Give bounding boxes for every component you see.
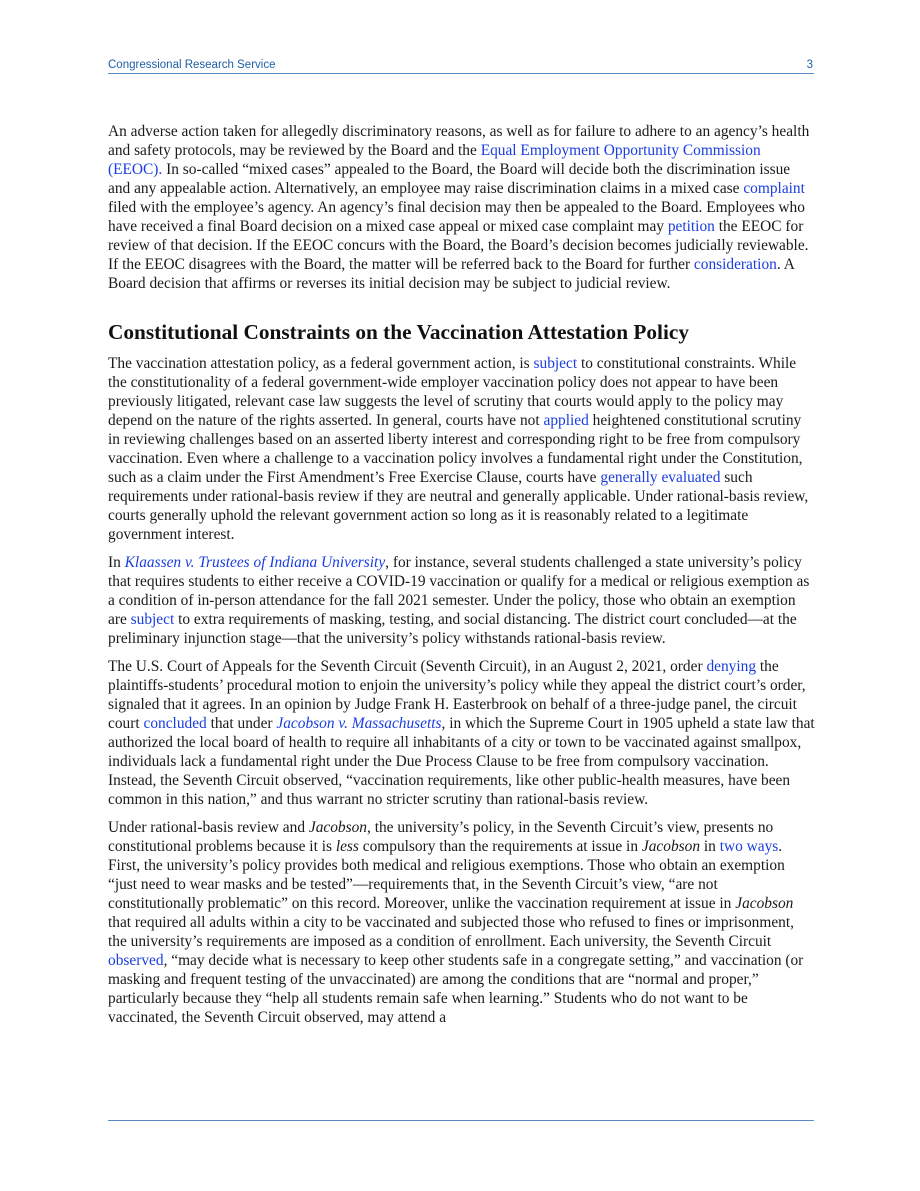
text-run: In so-called “mixed cases” appealed to the Board, the Board will decide both the discrimination issue and any appealable action. Alternatively, an employee may raise discrimination claims in a mixed case bbox=[108, 161, 791, 197]
text-run: Under rational-basis review and bbox=[108, 819, 309, 836]
link-subject-2[interactable]: subject bbox=[130, 611, 175, 628]
paragraph-rational-basis bbox=[108, 818, 816, 1027]
link-consideration[interactable]: consideration bbox=[693, 256, 777, 273]
link-complaint[interactable]: complaint bbox=[743, 180, 805, 197]
text-run: . A Board decision that affirms or reverses its initial decision may be subject to judicial review. bbox=[108, 256, 794, 292]
text-run: filed with the employee’s agency. An agency’s final decision may then be appealed to the Board. Employees who have received a final Board decision on a mixed case appeal or mixed case complaint may bbox=[108, 199, 805, 235]
italic-run: Jacobson bbox=[641, 838, 701, 855]
text-run: , “may decide what is necessary to keep other students safe in a congregate setting,” and vaccination (or masking and frequent testing of the unvaccinated) are among the conditions that are “normal and proper,” particularly because they “help all students remain safe when learning.” Students who do not want to be vaccinated, the Seventh Circuit observed, may attend a bbox=[108, 952, 804, 1026]
link-subject[interactable]: subject bbox=[533, 355, 578, 372]
text-run: An adverse action taken for allegedly discriminatory reasons, as well as for failure to adhere to an agency’s health and safety protocols, may be reviewed by the Board and the bbox=[108, 123, 810, 159]
link-two-ways[interactable]: two ways bbox=[719, 838, 779, 855]
text-run: The vaccination attestation policy, as a federal government action, is bbox=[108, 355, 534, 372]
link-denying[interactable]: denying bbox=[706, 658, 757, 675]
text-run: , for instance, several students challenged a state university’s policy that requires students to either receive a COVID-19 vaccination or qualify for a medical or religious exemption as a condition of in-person attendance for the fall 2021 semester. Under the policy, those who obtain an exemption are bbox=[108, 554, 810, 628]
text-run: The U.S. Court of Appeals for the Seventh Circuit (Seventh Circuit), in an August 2, 2021, order bbox=[108, 658, 707, 675]
paragraph-adverse-action bbox=[108, 122, 816, 293]
text-run: , the university’s policy, in the Seventh Circuit’s view, presents no constitutional problems because it is bbox=[108, 819, 774, 855]
link-observed[interactable]: observed bbox=[108, 952, 164, 969]
text-run: that under bbox=[206, 715, 277, 732]
text-run: . First, the university’s policy provides both medical and religious exemptions. Those who obtain an exemption “just need to wear masks and be tested”—requirements that, in the Seventh Circuit’s view, “are not constitutionally problematic” on this record. Moreover, unlike the vaccination requirement at issue in bbox=[108, 838, 785, 912]
paragraph-klaassen bbox=[108, 553, 816, 648]
italic-run: Jacobson bbox=[308, 819, 368, 836]
link-eeoc[interactable]: Equal Employment Opportunity Commission (EEOC). bbox=[108, 142, 761, 178]
text-run: in bbox=[700, 838, 720, 855]
text-run: , in which the Supreme Court in 1905 upheld a state law that authorized the local board of health to require all inhabitants of a city or town to be vaccinated against smallpox, individuals lack a fundamental right under the Due Process Clause to be free from compulsory vaccination. Instead, the Seventh Circuit observed, “vaccination requirements, like other public-health measures, have been common in this nation,” and thus warrant no stricter scrutiny than rational-basis review. bbox=[108, 715, 815, 808]
header-rule bbox=[108, 73, 814, 74]
page-number: 3 bbox=[806, 59, 813, 71]
paragraph-constitutional bbox=[108, 354, 816, 544]
text-run: In bbox=[108, 554, 125, 571]
link-applied[interactable]: applied bbox=[543, 412, 589, 429]
link-generally-evaluated[interactable]: generally evaluated bbox=[600, 469, 721, 486]
text-run: heightened constitutional scrutiny in reviewing challenges based on an asserted liberty interest and corresponding right to be free from compulsory vaccination. Even where a challenge to a vaccination policy involves a fundamental right under the Constitution, such as a claim under the First Amendment’s Free Exercise Clause, courts have bbox=[108, 412, 803, 486]
text-run: the EEOC for review of that decision. If the EEOC concurs with the Board, the Board’s decision becomes judicially reviewable. If the EEOC disagrees with the Board, the matter will be referred back to the Board for further bbox=[108, 218, 809, 273]
footer-rule bbox=[108, 1120, 814, 1121]
text-run: that required all adults within a city to be vaccinated and subjected those who refused to fines or imprisonment, the university’s requirements are imposed as a condition of enrollment. Each university, the Seventh Circuit bbox=[108, 914, 794, 950]
link-petition[interactable]: petition bbox=[667, 218, 715, 235]
italic-run: less bbox=[335, 838, 359, 855]
publisher-name: Congressional Research Service bbox=[108, 59, 276, 71]
paragraph-seventh-circuit bbox=[108, 657, 816, 809]
link-jacobson-case[interactable]: Jacobson v. Massachusetts bbox=[276, 715, 442, 732]
text-run: compulsory than the requirements at issue in bbox=[358, 838, 642, 855]
link-klaassen-case[interactable]: Klaassen v. Trustees of Indiana University bbox=[124, 554, 386, 571]
italic-run: Jacobson bbox=[735, 895, 794, 912]
text-run: to extra requirements of masking, testing, and social distancing. The district court concluded—at the preliminary injunction stage—that the university’s policy withstands rational-basis review. bbox=[108, 611, 797, 647]
text-run: to constitutional constraints. While the constitutionality of a federal government-wide employer vaccination policy does not appear to have been previously litigated, relevant case law suggests the level of scrutiny that courts would apply to the policy may depend on the nature of the rights asserted. In general, courts have not bbox=[108, 355, 797, 429]
text-run: such requirements under rational-basis review if they are neutral and generally applicable. Under rational-basis review, courts generally uphold the relevant government action so long as it is reasonably related to a legitimate government interest. bbox=[108, 469, 809, 543]
document-body bbox=[108, 122, 816, 1036]
text-run: the plaintiffs-students’ procedural motion to enjoin the university’s policy while they appeal the district court’s order, signaled that it agrees. In an opinion by Judge Frank H. Easterbrook on behalf of a three-judge panel, the circuit court bbox=[108, 658, 806, 732]
link-concluded[interactable]: concluded bbox=[143, 715, 207, 732]
section-heading: Constitutional Constraints on the Vaccination Attestation Policy bbox=[108, 320, 689, 344]
